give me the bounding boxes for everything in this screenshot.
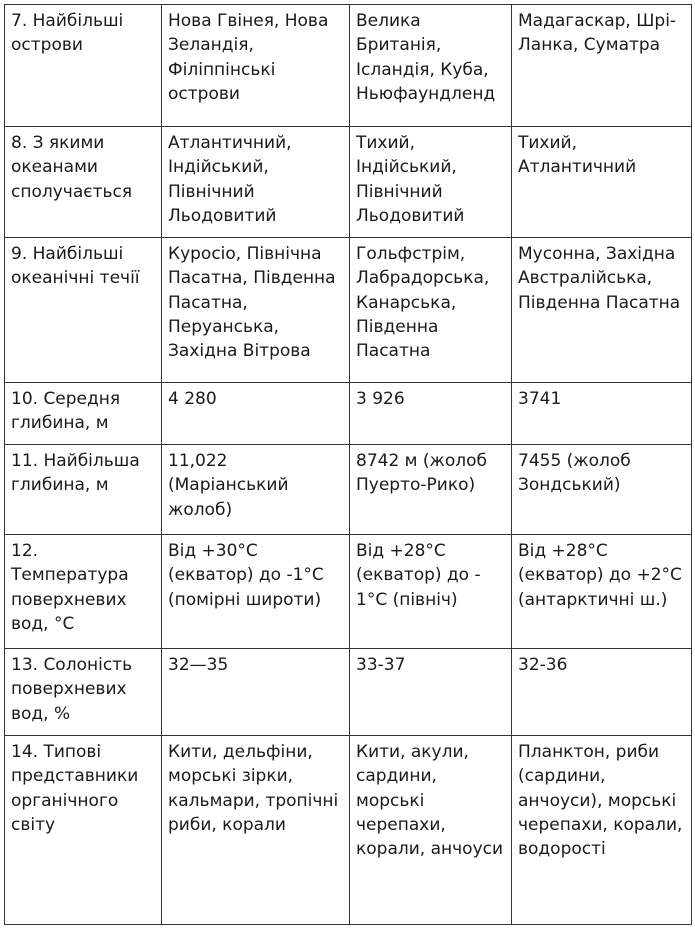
row-label-cell [5,238,162,383]
atlantic-cell [350,383,512,445]
indian-cell [512,5,692,127]
cell-text: 7455 (жолоб Зондський) [518,451,631,496]
row-label-cell [5,127,162,238]
cell-text: 33-37 [356,655,406,675]
cell-text: 32—35 [168,655,229,675]
row-label-cell [5,649,162,736]
cell-text: 32-36 [518,655,568,675]
table-row [5,383,692,445]
row-label: 11. Найбільша глибина, м [11,451,140,496]
cell-text: Гольфстрім, Лабрадорська, Канарська, Південна Пасатна [356,244,490,362]
indian-cell [512,127,692,238]
table-row [5,535,692,649]
row-label-cell [5,5,162,127]
atlantic-cell [350,127,512,238]
oceans-comparison-table [4,4,692,925]
pacific-cell [162,445,350,535]
indian-cell [512,238,692,383]
pacific-cell [162,736,350,925]
row-label: 10. Середня глибина, м [11,389,121,434]
atlantic-cell [350,445,512,535]
cell-text: Тихий, Індійський, Північний Льодовитий [356,133,465,226]
cell-text: Нова Гвінея, Нова Зеландія, Філіппінські острови [168,11,329,104]
cell-text: 3 926 [356,389,405,409]
row-label: 14. Типові представники органічного світу [11,742,139,835]
pacific-cell [162,383,350,445]
row-label: 12. Температура поверхневих вод, °С [11,541,129,634]
row-label: 8. З якими океанами сполучається [11,133,133,202]
cell-text: Тихий, Атлантичний [518,133,637,178]
indian-cell [512,649,692,736]
cell-text: 11,022 (Маріанський жолоб) [168,451,289,520]
cell-text: Від +30°С (екватор) до -1°С (помірні широти) [168,541,324,610]
cell-text: 4 280 [168,389,217,409]
cell-text: Мадагаскар, Шрі-Ланка, Суматра [518,11,677,56]
table-row [5,5,692,127]
indian-cell [512,535,692,649]
cell-text: Кити, дельфіни, морські зірки, кальмари, тропічні риби, корали [168,742,339,835]
table-row [5,127,692,238]
table-row [5,445,692,535]
row-label: 7. Найбільші острови [11,11,124,56]
pacific-cell [162,238,350,383]
row-label: 9. Найбільші океанічні течії [11,244,140,289]
cell-text: Кити, акули, сардини, морські черепахи, корали, анчоуси [356,742,504,860]
indian-cell [512,383,692,445]
cell-text: Від +28°С (екватор) до - 1°С (північ) [356,541,481,610]
pacific-cell [162,5,350,127]
atlantic-cell [350,535,512,649]
indian-cell [512,445,692,535]
row-label-cell [5,736,162,925]
row-label: 13. Солоність поверхневих вод, % [11,655,133,724]
cell-text: 3741 [518,389,562,409]
cell-text: Велика Британія, Ісландія, Куба, Ньюфаундленд [356,11,496,104]
table-row [5,238,692,383]
cell-text: Планктон, риби (сардини, анчоуси), морські черепахи, корали, водорості [518,742,683,860]
cell-text: 8742 м (жолоб Пуерто-Рико) [356,451,487,496]
atlantic-cell [350,5,512,127]
row-label-cell [5,445,162,535]
row-label-cell [5,535,162,649]
cell-text: Мусонна, Західна Австралійська, Південна Пасатна [518,244,681,313]
pacific-cell [162,649,350,736]
atlantic-cell [350,649,512,736]
atlantic-cell [350,736,512,925]
atlantic-cell [350,238,512,383]
cell-text: Куросіо, Північна Пасатна, Південна Пасатна, Перуанська, Західна Вітрова [168,244,336,362]
pacific-cell [162,127,350,238]
indian-cell [512,736,692,925]
table-row [5,736,692,925]
row-label-cell [5,383,162,445]
cell-text: Атлантичний, Індійський, Північний Льодовитий [168,133,292,226]
cell-text: Від +28°С (екватор) до +2°С (антарктичні ш.) [518,541,682,610]
pacific-cell [162,535,350,649]
table-row [5,649,692,736]
